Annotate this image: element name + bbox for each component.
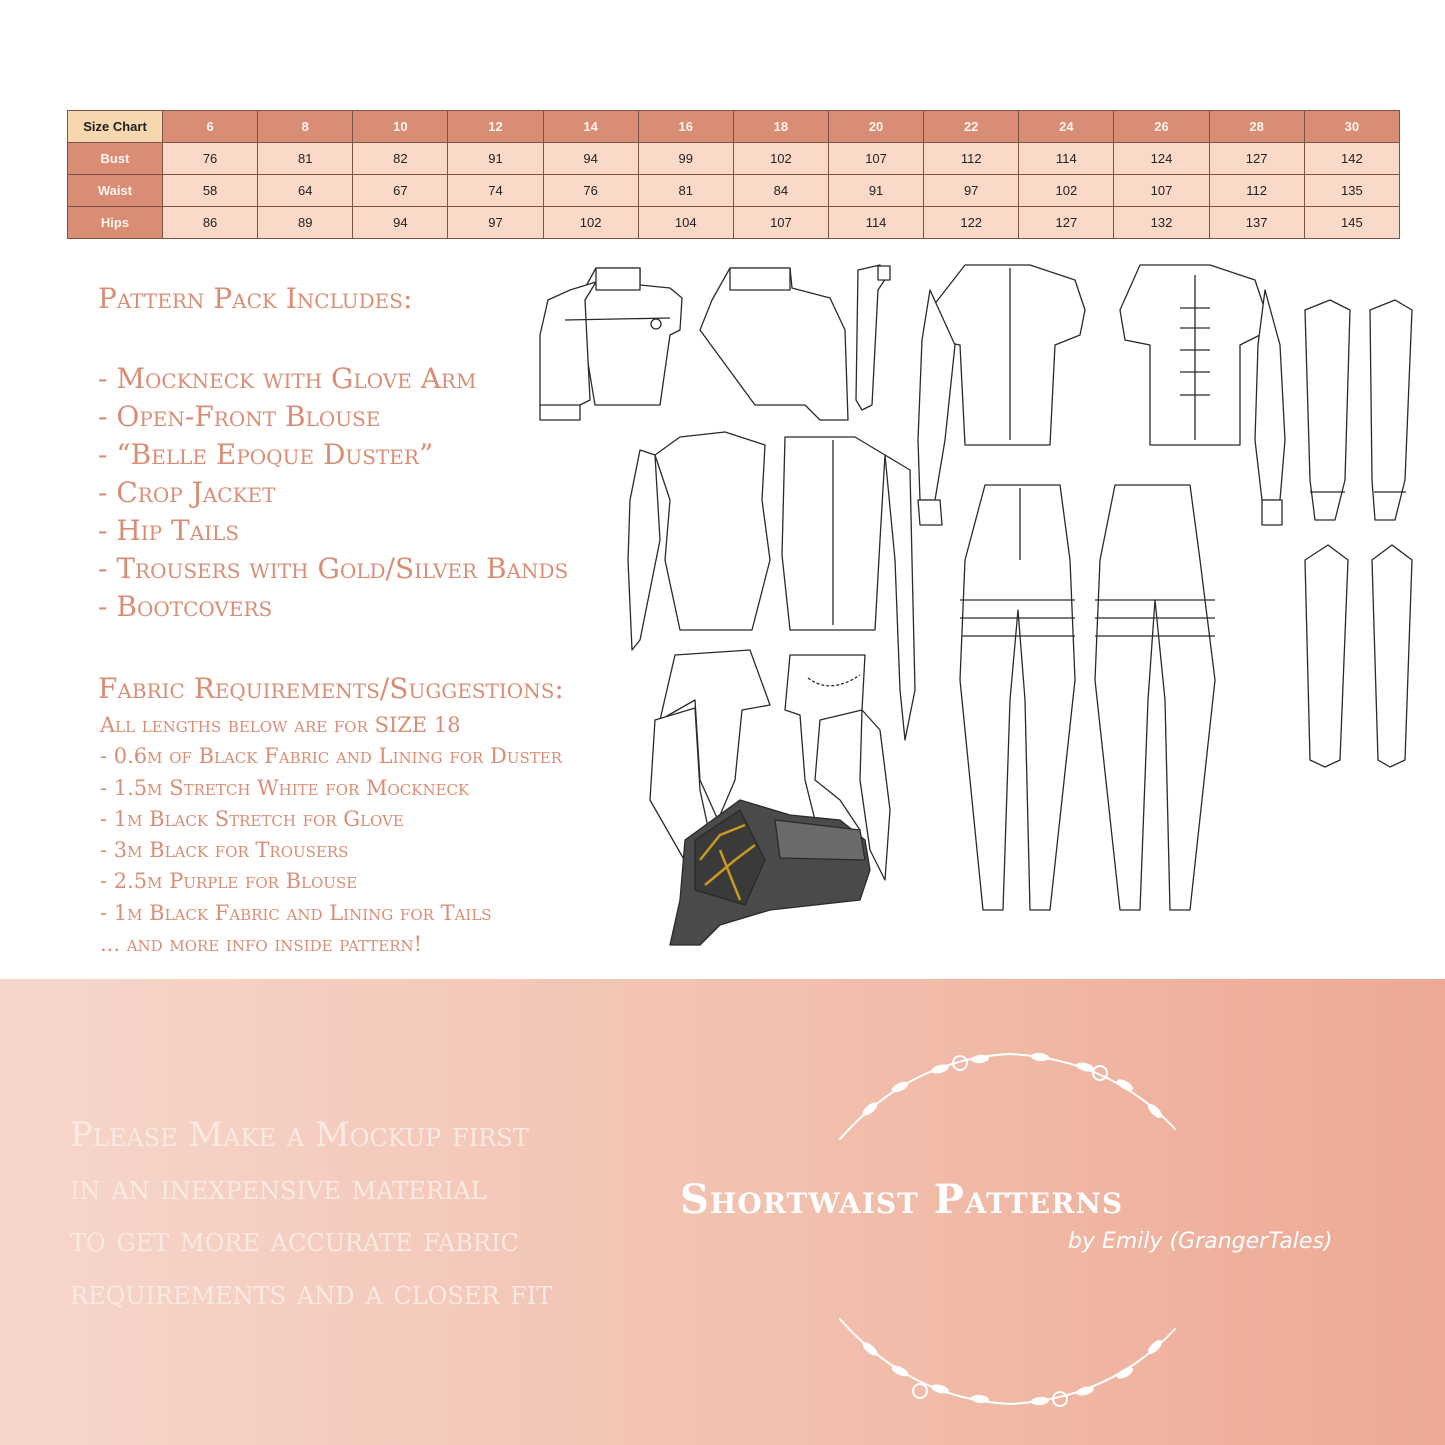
mockup-note-line: in an inexpensive material bbox=[70, 1167, 487, 1208]
mockup-note-line: requirements and a closer fit bbox=[70, 1272, 553, 1313]
fabric-item: - 1.5m Stretch White for Mockneck bbox=[100, 775, 470, 800]
measurement-value-cell: 84 bbox=[733, 175, 828, 207]
size-header-cell: 16 bbox=[638, 111, 733, 143]
bootcovers-bottom-drawing bbox=[1305, 545, 1412, 767]
fabric-item: ... and more info inside pattern! bbox=[100, 932, 423, 957]
size-header-cell: 10 bbox=[353, 111, 448, 143]
measurement-value-cell: 82 bbox=[353, 143, 448, 175]
pattern-pack-item: - Hip Tails bbox=[98, 514, 240, 547]
measurement-value-cell: 58 bbox=[163, 175, 258, 207]
measurement-label: Bust bbox=[68, 143, 163, 175]
mockup-note bbox=[70, 1109, 552, 1319]
measurement-value-cell: 122 bbox=[924, 207, 1019, 239]
pattern-pack-item: - Bootcovers bbox=[98, 590, 273, 623]
fabric-item: - 1m Black Fabric and Lining for Tails bbox=[100, 900, 492, 925]
measurement-value-cell: 137 bbox=[1209, 207, 1304, 239]
bootcovers-top-drawing bbox=[1305, 300, 1412, 520]
measurement-value-cell: 91 bbox=[828, 175, 923, 207]
measurement-value-cell: 76 bbox=[163, 143, 258, 175]
duster-front-drawing bbox=[628, 432, 770, 650]
size-chart-header-row bbox=[68, 111, 1400, 143]
fabric-item: - 0.6m of Black Fabric and Lining for Duster bbox=[100, 744, 563, 769]
size-header-cell: 8 bbox=[258, 111, 353, 143]
brand-name: Shortwaist Patterns bbox=[680, 1176, 1124, 1223]
measurement-value-cell: 132 bbox=[1114, 207, 1209, 239]
measurement-value-cell: 102 bbox=[543, 207, 638, 239]
mockneck-back-drawing bbox=[700, 268, 848, 420]
pattern-pack-item: - Crop Jacket bbox=[98, 476, 276, 509]
pattern-pack-heading: Pattern Pack Includes: bbox=[98, 282, 413, 315]
measurement-value-cell: 64 bbox=[258, 175, 353, 207]
size-header-cell: 28 bbox=[1209, 111, 1304, 143]
mockup-note-line: Please Make a Mockup first bbox=[70, 1115, 529, 1155]
size-chart-row bbox=[68, 175, 1400, 207]
measurement-value-cell: 86 bbox=[163, 207, 258, 239]
brand-byline: by Emily (GrangerTales) bbox=[1068, 1229, 1333, 1254]
size-header-cell: 20 bbox=[828, 111, 923, 143]
measurement-value-cell: 104 bbox=[638, 207, 733, 239]
size-chart-body bbox=[68, 111, 1400, 239]
size-chart-row bbox=[68, 143, 1400, 175]
measurement-value-cell: 145 bbox=[1304, 207, 1399, 239]
size-header-cell: 24 bbox=[1019, 111, 1114, 143]
measurement-value-cell: 81 bbox=[258, 143, 353, 175]
measurement-value-cell: 76 bbox=[543, 175, 638, 207]
measurement-value-cell: 107 bbox=[828, 143, 923, 175]
size-header-cell: 26 bbox=[1114, 111, 1209, 143]
measurement-value-cell: 112 bbox=[1209, 175, 1304, 207]
measurement-value-cell: 67 bbox=[353, 175, 448, 207]
mockup-note-line: to get more accurate fabric bbox=[70, 1220, 519, 1260]
measurement-value-cell: 74 bbox=[448, 175, 543, 207]
measurement-value-cell: 91 bbox=[448, 143, 543, 175]
footer-banner bbox=[0, 979, 1445, 1445]
fabric-list bbox=[100, 710, 562, 960]
size-header-cell: 22 bbox=[924, 111, 1019, 143]
measurement-value-cell: 127 bbox=[1209, 143, 1304, 175]
measurement-value-cell: 102 bbox=[733, 143, 828, 175]
size-header-cell: 30 bbox=[1304, 111, 1399, 143]
pattern-pack-item: - Open-Front Blouse bbox=[98, 400, 381, 433]
measurement-value-cell: 99 bbox=[638, 143, 733, 175]
size-chart-table bbox=[67, 110, 1400, 239]
garment-technical-drawings bbox=[520, 255, 1445, 965]
pattern-pack-item: - Mockneck with Glove Arm bbox=[98, 362, 477, 395]
trousers-back-drawing bbox=[1095, 485, 1215, 910]
fabric-heading: Fabric Requirements/Suggestions: bbox=[98, 672, 564, 705]
measurement-value-cell: 127 bbox=[1019, 207, 1114, 239]
trousers-front-drawing bbox=[960, 485, 1075, 910]
measurement-value-cell: 102 bbox=[1019, 175, 1114, 207]
measurement-value-cell: 135 bbox=[1304, 175, 1399, 207]
measurement-value-cell: 94 bbox=[543, 143, 638, 175]
pattern-pack-item: - “Belle Epoque Duster” bbox=[98, 438, 434, 471]
fabric-item: - 1m Black Stretch for Glove bbox=[100, 806, 404, 831]
size-header-cell: 12 bbox=[448, 111, 543, 143]
measurement-label: Waist bbox=[68, 175, 163, 207]
size-header-cell: 14 bbox=[543, 111, 638, 143]
glove-arm-drawing bbox=[856, 265, 890, 410]
size-header-cell: 18 bbox=[733, 111, 828, 143]
size-header-cell: 6 bbox=[163, 111, 258, 143]
measurement-value-cell: 89 bbox=[258, 207, 353, 239]
measurement-value-cell: 97 bbox=[924, 175, 1019, 207]
mockneck-front-drawing bbox=[540, 268, 682, 420]
measurement-value-cell: 107 bbox=[1114, 175, 1209, 207]
fabric-item: All lengths below are for SIZE 18 bbox=[100, 713, 461, 737]
pattern-pack-list bbox=[98, 360, 568, 626]
measurement-value-cell: 114 bbox=[1019, 143, 1114, 175]
measurement-label: Hips bbox=[68, 207, 163, 239]
fabric-item: - 2.5m Purple for Blouse bbox=[100, 869, 358, 894]
measurement-value-cell: 124 bbox=[1114, 143, 1209, 175]
fabric-item: - 3m Black for Trousers bbox=[100, 838, 349, 863]
measurement-value-cell: 81 bbox=[638, 175, 733, 207]
measurement-value-cell: 94 bbox=[353, 207, 448, 239]
measurement-value-cell: 142 bbox=[1304, 143, 1399, 175]
size-chart-row bbox=[68, 207, 1400, 239]
measurement-value-cell: 107 bbox=[733, 207, 828, 239]
measurement-value-cell: 97 bbox=[448, 207, 543, 239]
pattern-pack-item: - Trousers with Gold/Silver Bands bbox=[98, 552, 569, 585]
size-chart-corner-label: Size Chart bbox=[68, 111, 163, 143]
measurement-value-cell: 114 bbox=[828, 207, 923, 239]
measurement-value-cell: 112 bbox=[924, 143, 1019, 175]
